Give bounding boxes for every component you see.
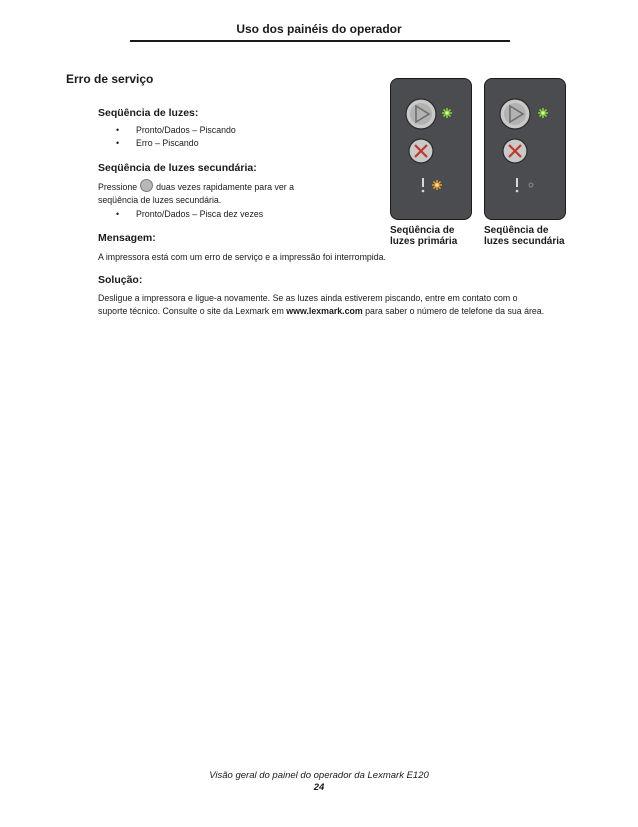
light-sequence-list xyxy=(116,124,236,150)
light-burst-icon xyxy=(442,108,452,118)
go-button-icon xyxy=(140,179,153,192)
header-divider xyxy=(130,40,510,42)
page-number: 24 xyxy=(313,782,325,793)
light-sequence-heading: Seqüência de luzes: xyxy=(98,107,199,119)
go-button-icon xyxy=(500,99,530,129)
secondary-sequence-heading: Seqüência de luzes secundária: xyxy=(98,162,257,174)
solution-line2-before: suporte técnico. Consulte o site da Lexmark em xyxy=(98,305,284,316)
solution-heading: Solução: xyxy=(98,274,143,286)
light-off-indicator xyxy=(529,183,533,187)
panel-label-line2: luzes primária xyxy=(390,236,458,247)
solution-line2-after: para saber o número de telefone da sua área. xyxy=(365,305,545,316)
error-exclamation-icon xyxy=(516,178,519,192)
list-item: • Erro – Piscando xyxy=(116,137,236,150)
secondary-sequence-panel xyxy=(484,78,566,220)
instruction-text-line2: seqüência de luzes secundária. xyxy=(98,194,222,205)
footer-title: Visão geral do painel do operador da Lexmark E120 xyxy=(209,770,429,781)
secondary-sequence-instructions xyxy=(98,179,294,206)
solution-text xyxy=(98,292,578,317)
message-text: A impressora está com um erro de serviço e a impressão foi interrompida. xyxy=(98,252,386,262)
primary-panel-label xyxy=(390,225,457,247)
solution-line1: Desligue a impressora e ligue-a novamente. Se as luzes ainda estiverem piscando, entre em contato com o xyxy=(98,293,518,303)
error-exclamation-icon xyxy=(422,178,425,192)
light-burst-icon xyxy=(538,108,548,118)
lexmark-link[interactable]: www.lexmark.com xyxy=(286,305,363,316)
go-button-icon xyxy=(406,99,436,129)
instruction-text-before: Pressione xyxy=(98,182,138,192)
cancel-x-icon xyxy=(409,139,433,163)
secondary-sequence-list xyxy=(116,208,263,221)
instruction-text-after: duas vezes rapidamente para ver a xyxy=(156,182,295,192)
list-item: • Pronto/Dados – Pisca dez vezes xyxy=(116,208,263,221)
message-heading: Mensagem: xyxy=(98,232,156,244)
panel-label-line1: Seqüência de xyxy=(390,225,455,236)
panel-label-line2: luzes secundária xyxy=(484,236,565,247)
page-header-title: Uso dos painéis do operador xyxy=(236,22,402,36)
section-title: Erro de serviço xyxy=(66,72,154,86)
panel-label-line1: Seqüência de xyxy=(484,225,549,236)
cancel-x-icon xyxy=(503,139,527,163)
primary-sequence-panel xyxy=(390,78,472,220)
light-burst-icon xyxy=(432,180,442,190)
list-item: • Pronto/Dados – Piscando xyxy=(116,124,236,137)
secondary-panel-label xyxy=(484,225,565,247)
